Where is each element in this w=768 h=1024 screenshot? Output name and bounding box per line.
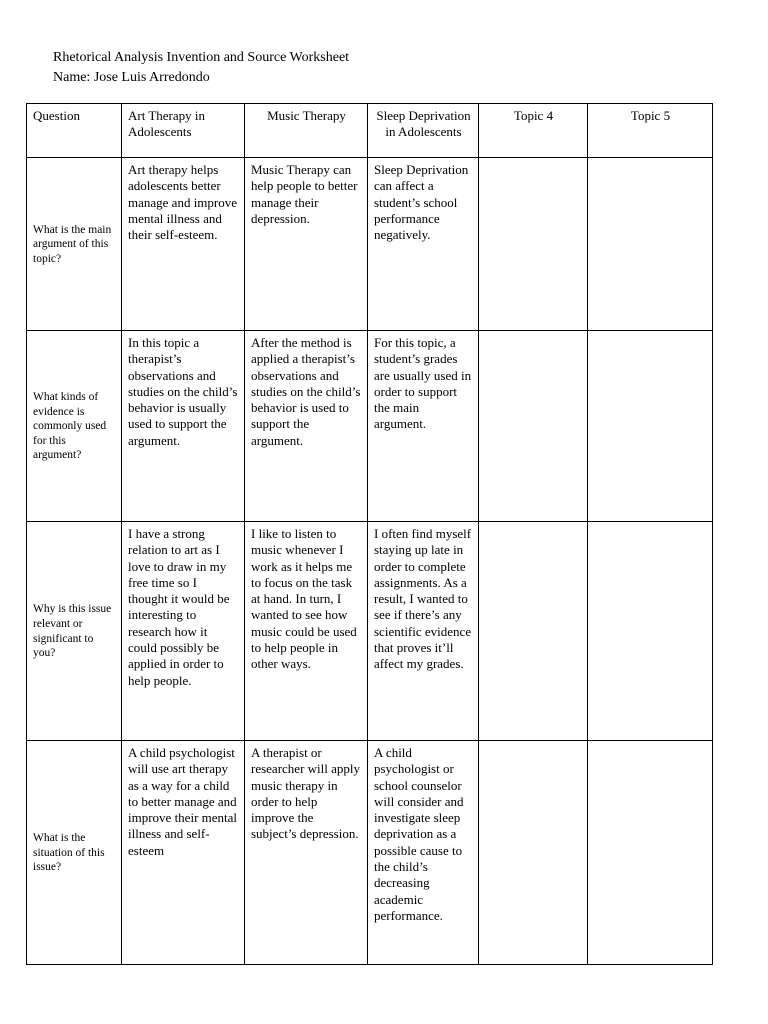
answer-cell-topic-4 xyxy=(479,741,588,965)
answer-cell-art-therapy: A child psychologist will use art therapy as a way for a child to better manage and improve their mental illness and self-esteem xyxy=(122,741,245,965)
worksheet-header xyxy=(53,48,349,88)
column-header-sleep-deprivation: Sleep Deprivation in Adolescents xyxy=(368,104,479,158)
answer-cell-topic-5 xyxy=(588,158,713,331)
answer-cell-topic-4 xyxy=(479,158,588,331)
table-header-row xyxy=(27,104,713,158)
table-row xyxy=(27,522,713,741)
answer-cell-sleep-deprivation: For this topic, a student’s grades are usually used in order to support the main argument. xyxy=(368,331,479,522)
answer-cell-sleep-deprivation: Sleep Deprivation can affect a student’s school performance negatively. xyxy=(368,158,479,331)
column-header-topic-5: Topic 5 xyxy=(588,104,713,158)
table-row xyxy=(27,741,713,965)
answer-cell-music-therapy: A therapist or researcher will apply music therapy in order to help improve the subject’s depression. xyxy=(245,741,368,965)
question-cell: Why is this issue relevant or significant to you? xyxy=(27,522,122,741)
answer-cell-topic-5 xyxy=(588,331,713,522)
answer-cell-topic-4 xyxy=(479,522,588,741)
answer-cell-music-therapy: Music Therapy can help people to better manage their depression. xyxy=(245,158,368,331)
question-cell: What is the situation of this issue? xyxy=(27,741,122,965)
answer-cell-art-therapy: Art therapy helps adolescents better manage and improve mental illness and their self-esteem. xyxy=(122,158,245,331)
question-cell: What is the main argument of this topic? xyxy=(27,158,122,331)
answer-cell-topic-5 xyxy=(588,741,713,965)
answer-cell-music-therapy: After the method is applied a therapist’s observations and studies on the child’s behavior is used to support the argument. xyxy=(245,331,368,522)
table-row xyxy=(27,158,713,331)
answer-cell-art-therapy: I have a strong relation to art as I love to draw in my free time so I thought it would be interesting to research how it could possibly be applied in order to help people. xyxy=(122,522,245,741)
answer-cell-topic-5 xyxy=(588,522,713,741)
worksheet-title: Rhetorical Analysis Invention and Source Worksheet xyxy=(53,50,350,65)
answer-cell-music-therapy: I like to listen to music whenever I work as it helps me to focus on the task at hand. In turn, I wanted to see how music could be used to help people in other ways. xyxy=(245,522,368,741)
student-name: Name: Jose Luis Arredondo xyxy=(53,70,210,85)
worksheet-table xyxy=(26,103,713,965)
answer-cell-topic-4 xyxy=(479,331,588,522)
answer-cell-sleep-deprivation: A child psychologist or school counselor will consider and investigate sleep deprivation as a possible cause to the child’s decreasing academic performance. xyxy=(368,741,479,965)
column-header-topic-4: Topic 4 xyxy=(479,104,588,158)
question-cell: What kinds of evidence is commonly used for this argument? xyxy=(27,331,122,522)
column-header-art-therapy: Art Therapy in Adolescents xyxy=(122,104,245,158)
answer-cell-sleep-deprivation: I often find myself staying up late in order to complete assignments. As a result, I wanted to see if there’s any scientific evidence that proves it’ll affect my grades. xyxy=(368,522,479,741)
answer-cell-art-therapy: In this topic a therapist’s observations and studies on the child’s behavior is usually used to support the argument. xyxy=(122,331,245,522)
table-row xyxy=(27,331,713,522)
column-header-question: Question xyxy=(27,104,122,158)
column-header-music-therapy: Music Therapy xyxy=(245,104,368,158)
